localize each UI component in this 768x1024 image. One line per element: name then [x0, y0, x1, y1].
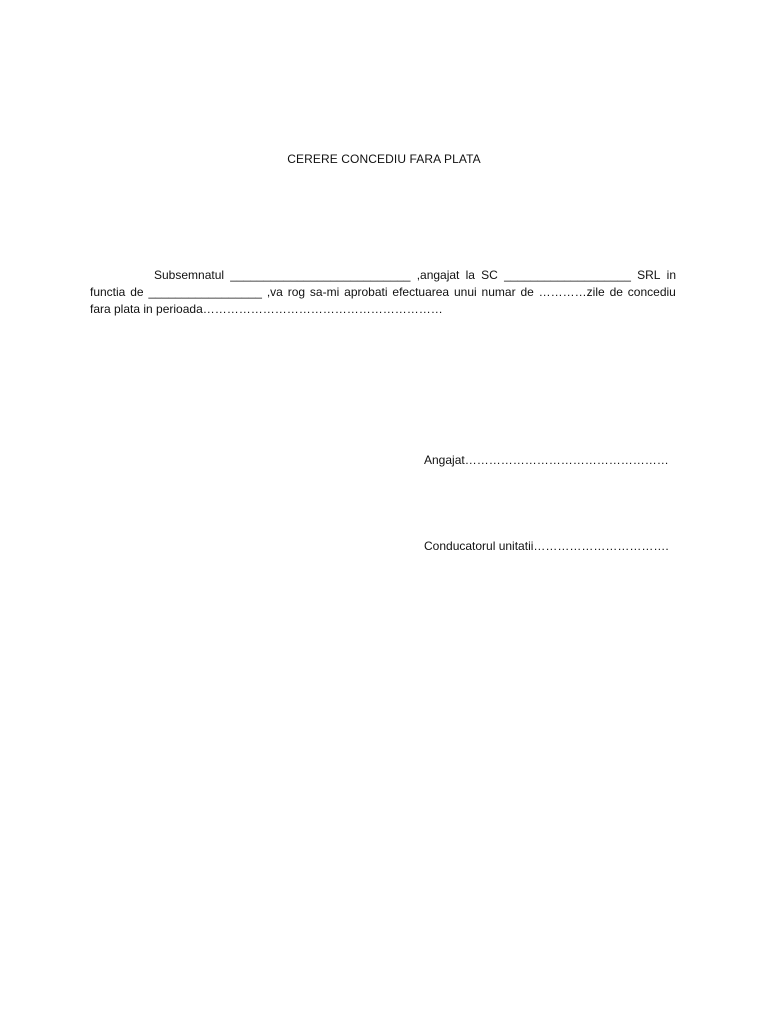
- employee-signature-line: Angajat……………………………………………: [424, 453, 669, 467]
- word: sa-mi: [309, 285, 340, 299]
- days-blank: …………zile: [538, 285, 605, 299]
- word: de: [130, 285, 144, 299]
- paragraph-line-3: [90, 301, 676, 318]
- paragraph-line-1: [90, 267, 676, 284]
- document-title: CERERE CONCEDIU FARA PLATA: [287, 152, 481, 166]
- word: Subsemnatul: [154, 268, 225, 282]
- word: efectuarea: [392, 285, 450, 299]
- company-blank: ___________________: [504, 268, 631, 282]
- name-blank: ___________________________: [230, 268, 411, 282]
- word: functia: [90, 285, 126, 299]
- function-blank: _________________: [148, 285, 262, 299]
- period-text: fara plata in perioada……………………………………………………: [90, 302, 443, 316]
- word: la: [465, 268, 475, 282]
- word: SRL: [637, 268, 661, 282]
- word: ,angajat: [416, 268, 460, 282]
- word: de: [609, 285, 623, 299]
- word: unui: [453, 285, 477, 299]
- word: aprobati: [344, 285, 388, 299]
- word: ,va: [266, 285, 283, 299]
- request-paragraph: [90, 267, 676, 318]
- word: SC: [481, 268, 498, 282]
- word: numar: [481, 285, 516, 299]
- manager-signature-line: Conducatorul unitatii…………………………….: [424, 539, 669, 553]
- word: de: [520, 285, 534, 299]
- word: concediu: [627, 285, 676, 299]
- word: rog: [287, 285, 306, 299]
- paragraph-line-2: [90, 284, 676, 301]
- word: in: [666, 268, 676, 282]
